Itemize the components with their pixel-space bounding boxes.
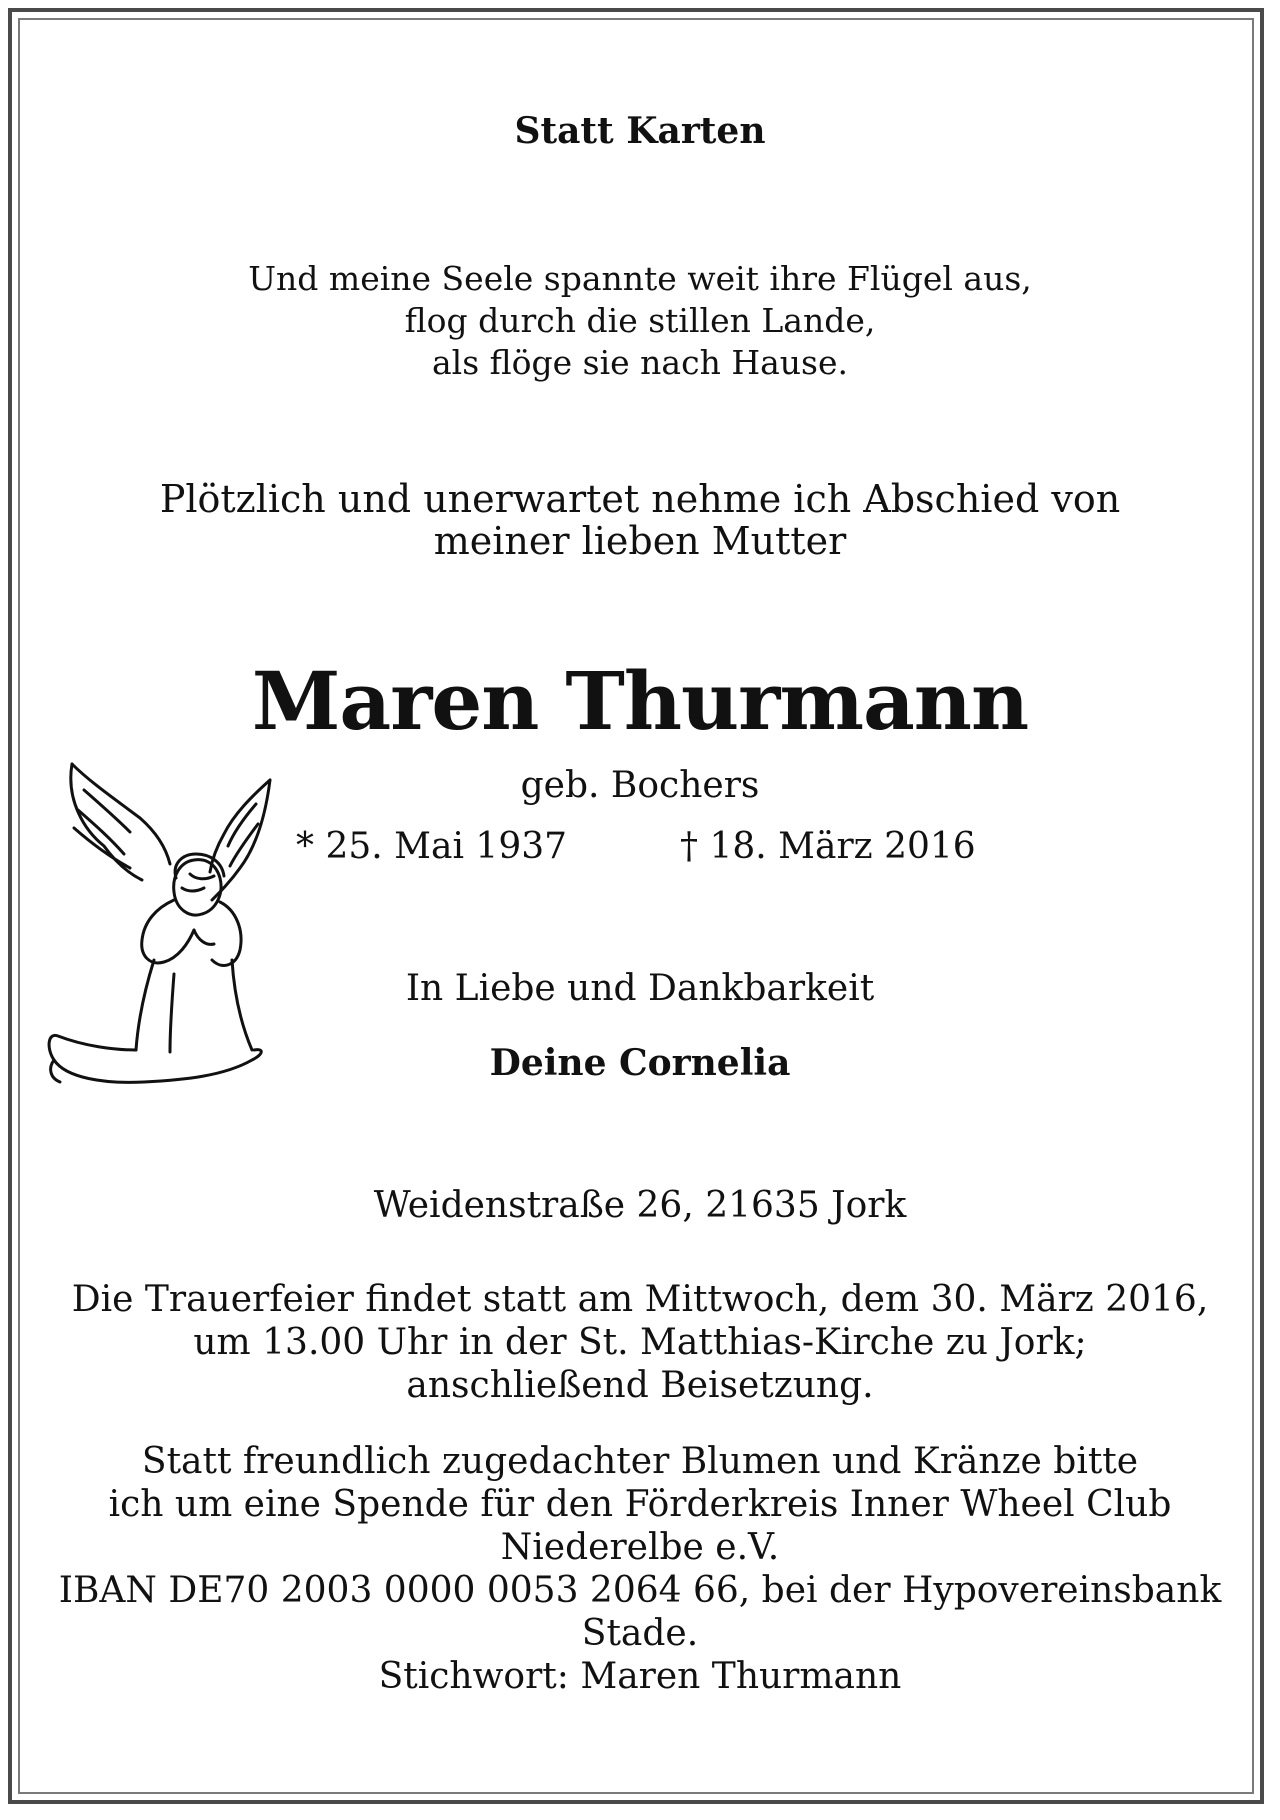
donation-line-3: Niederelbe e.V. <box>500 1527 780 1568</box>
donation-iban: IBAN DE70 2003 0000 0053 2064 66, bei der Hypovereinsbank <box>58 1570 1222 1611</box>
regards-text: In Liebe und Dankbarkeit <box>405 968 875 1009</box>
poem-line-2: flog durch die stillen Lande, <box>404 301 876 340</box>
angel-icon <box>44 760 284 1090</box>
ceremony-line-3: anschließend Beisetzung. <box>406 1365 874 1406</box>
donation-line-1: Statt freundlich zugedachter Blumen und Kränze bitte <box>141 1441 1139 1482</box>
address: Weidenstraße 26, 21635 Jork <box>373 1185 907 1226</box>
signature: Deine Cornelia <box>489 1042 791 1084</box>
birth-date: * 25. Mai 1937 <box>296 826 568 867</box>
donation-keyword: Stichwort: Maren Thurmann <box>378 1656 902 1697</box>
intro-line-1: Plötzlich und unerwartet nehme ich Abschied von <box>159 477 1121 521</box>
death-date: † 18. März 2016 <box>680 826 976 867</box>
donation-line-5: Stade. <box>581 1613 699 1654</box>
maiden-name: geb. Bochers <box>520 765 760 806</box>
donation-line-2: ich um eine Spende für den Förderkreis Inner Wheel Club <box>108 1484 1172 1525</box>
poem-line-3: als flöge sie nach Hause. <box>432 343 848 382</box>
ceremony-line-1: Die Trauerfeier findet statt am Mittwoch, dem 30. März 2016, <box>71 1279 1209 1320</box>
poem-line-1: Und meine Seele spannte weit ihre Flügel aus, <box>248 259 1032 298</box>
header-statt-karten: Statt Karten <box>514 110 766 152</box>
ceremony-line-2: um 13.00 Uhr in der St. Matthias-Kirche zu Jork; <box>193 1322 1087 1363</box>
intro-line-2: meiner lieben Mutter <box>433 519 847 563</box>
deceased-name: Maren Thurmann <box>251 654 1029 748</box>
